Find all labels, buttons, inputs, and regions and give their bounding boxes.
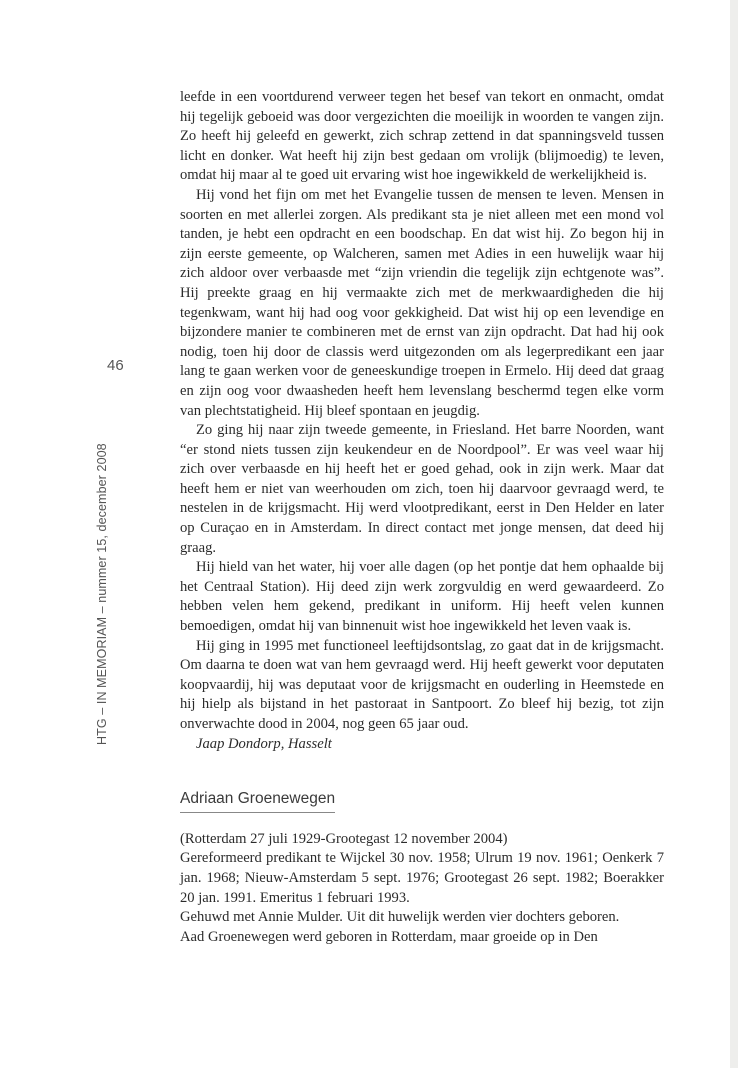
closing-line: Aad Groenewegen werd geboren in Rotterdam, maar groeide op in Den bbox=[180, 928, 598, 945]
section-title: Adriaan Groenewegen bbox=[180, 789, 335, 813]
page-number: 46 bbox=[107, 357, 124, 374]
bio-dates: (Rotterdam 27 juli 1929-Grootegast 12 november 2004) bbox=[180, 830, 508, 847]
bio-career: Gereformeerd predikant te Wijckel 30 nov. 1958; Ulrum 19 nov. 1961; Oenkerk 7 jan. 1968; Nieuw-Amsterdam 5 sept. 1976; Grootegast 26 sept. 1982; Boerakker 20 jan. 1991. Emeritus 1 februari 1993. bbox=[180, 850, 664, 906]
paragraph-5: Hij ging in 1995 met functioneel leeftijdsontslag, zo gaat dat in de krijgsmacht. Om daarna te doen wat van hem gevraagd werd. Hij heeft gewerkt voor deputaten koopvaardij, hij was deputaat voor de krijgsmacht en ouderling in Heemstede en hij hielp als bijstand in het pastoraat in Santpoort. Zo bleef hij bezig, tot zijn onverwachte dood in 2004, nog geen 65 jaar oud. bbox=[180, 637, 664, 732]
signature: Jaap Dondorp, Hasselt bbox=[196, 735, 332, 752]
bio-block bbox=[180, 830, 664, 928]
paragraph-2: Hij vond het fijn om met het Evangelie tussen de mensen te leven. Mensen in soorten en met allerlei zorgen. Als predikant sta je niet alleen met een mond vol tanden, je hebt een opdracht en een boodschap. En dat wist hij. Zo begon hij in zijn eerste gemeente, op Walcheren, samen met Adies in een huwelijk waar hij zich aldoor over verbaasde met “zijn vriendin die tegelijk zijn echtgenote was”. Hij preekte graag en hij vermaakte zich met de merkwaardigheden die hij tegenkwam, want hij had oog voor gekkigheid. Dat wist hij op een levendige en bijzondere manier te combineren met de ernst van zijn opdracht. Dat had hij ook nodig, toen hij door de classis werd uitgezonden om als legerpredikant een jaar lang te gaan werken voor de geneeskundige troepen in Ermelo. Hij deed dat graag en zijn oog voor dwaasheden heeft hem levenslang beschermd tegen elke vorm van plechtstatigheid. Hij bleef spontaan en jeugdig. bbox=[180, 186, 664, 419]
body-text bbox=[180, 88, 664, 947]
paragraph-4: Hij hield van het water, hij voer alle dagen (op het pontje dat hem ophaalde bij het Centraal Station). Hij deed zijn werk zorgvuldig en werd gewaardeerd. Zo hebben velen hem gekend, predikant in uniform. Hij heeft velen kunnen bemoedigen, omdat hij van binnenuit wist hoe ingewikkeld het leven vaak is. bbox=[180, 559, 664, 635]
paragraph-1: leefde in een voortdurend verweer tegen het besef van tekort en onmacht, omdat hij tegelijk geboeid was door vergezichten die moeilijk in woorden te vangen zijn. Zo heeft hij geleefd en gewerkt, zich schrap zettend in dat spanningsveld tussen licht en donker. Wat heeft hij zijn best gedaan om vrolijk (blijmoedig) te leven, omdat hij maar al te goed uit ervaring wist hoe ingewikkeld de werkelijkheid is. bbox=[180, 89, 664, 184]
page-edge bbox=[730, 0, 738, 1068]
paragraph-3: Zo ging hij naar zijn tweede gemeente, in Friesland. Het barre Noorden, want “er stond niets tussen zijn keukendeur en de Noordpool”. Er was veel waar hij zich over verbaasde en hij heeft het er goed gehad, ook in zijn werk. Maar dat heeft hem er niet van weerhouden om zich, toen hij daarvoor gevraagd werd, te nestelen in de krijgsmacht. Hij werd vlootpredikant, eerst in Den Helder en later op Curaçao en in Amsterdam. In direct contact met jonge mensen, dat deed hij graag. bbox=[180, 422, 664, 556]
bio-family: Gehuwd met Annie Mulder. Uit dit huwelijk werden vier dochters geboren. bbox=[180, 909, 620, 926]
running-head: HTG – IN MEMORIAM – nummer 15, december 2008 bbox=[95, 443, 109, 745]
